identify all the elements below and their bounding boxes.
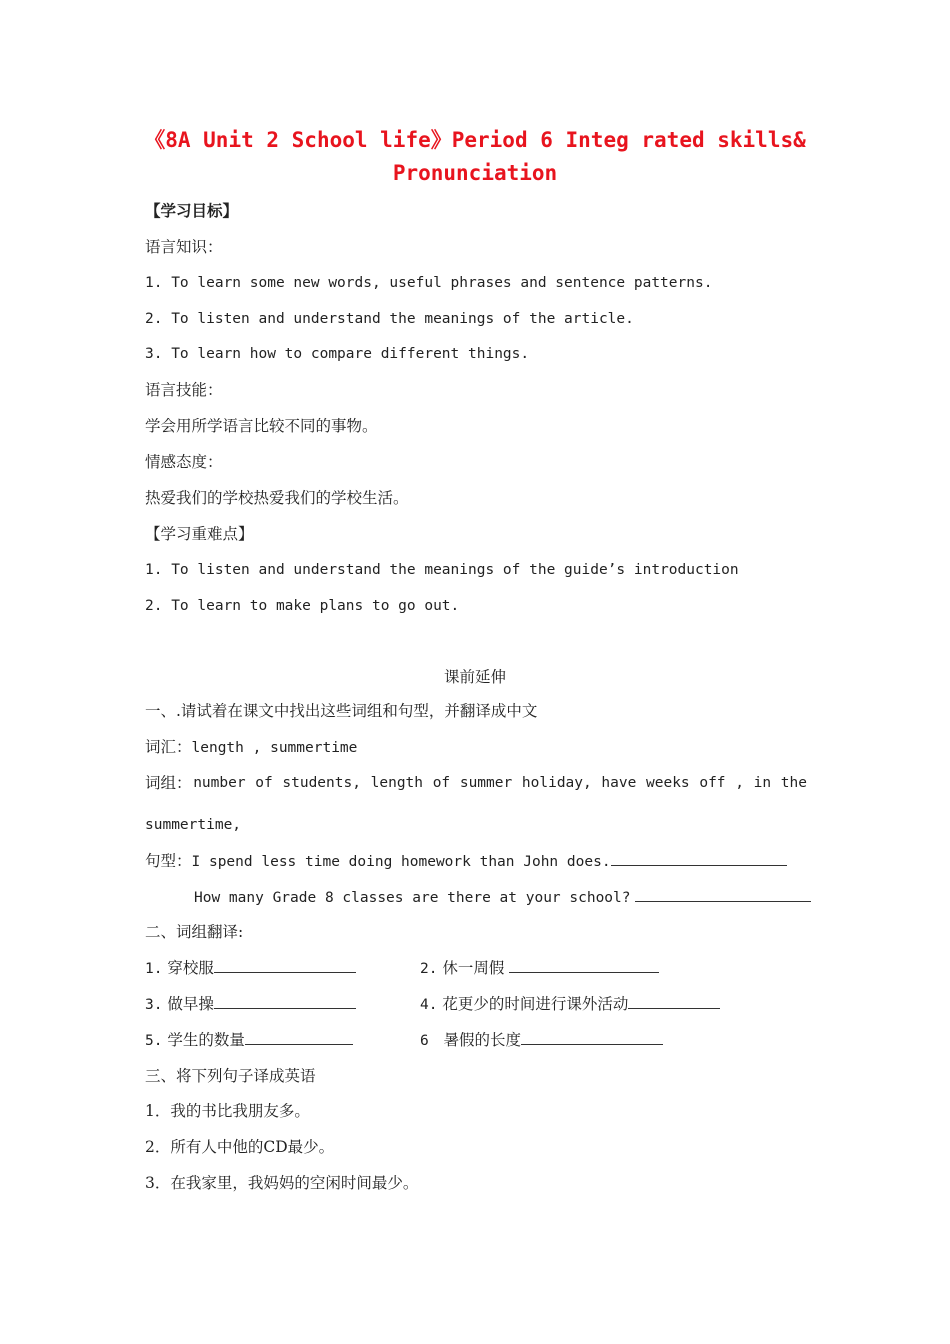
translation-item bbox=[420, 1030, 663, 1051]
phrase-word: , bbox=[735, 775, 744, 791]
answer-blank[interactable] bbox=[214, 994, 356, 1009]
worksheet-title-line2: Pronunciation bbox=[392, 161, 558, 185]
phrase-word: holiday, bbox=[521, 775, 592, 791]
section3-title: 三、将下列句子译成英语 bbox=[145, 1067, 316, 1085]
answer-blank[interactable] bbox=[521, 1030, 663, 1045]
sentence-pattern: How many Grade 8 classes are there at your school? bbox=[194, 890, 631, 906]
worksheet-title-line1: 《8A Unit 2 School life》Period 6 Integ rated skills& bbox=[144, 128, 806, 152]
answer-blank[interactable] bbox=[611, 851, 787, 866]
phrase-word: summer bbox=[459, 775, 513, 791]
phrase-word: number bbox=[193, 775, 246, 791]
sentence-pattern: I spend less time doing homework than John does. bbox=[191, 854, 611, 870]
item-prompt: 暑假的长度 bbox=[443, 1031, 522, 1049]
sentence-line-1 bbox=[145, 851, 787, 872]
knowledge-label: 语言知识： bbox=[145, 238, 223, 256]
skills-label: 语言技能： bbox=[145, 381, 223, 399]
skills-text: 学会用所学语言比较不同的事物。 bbox=[145, 417, 378, 435]
translation-item bbox=[145, 958, 356, 979]
goals-heading: 【学习目标】 bbox=[145, 201, 239, 220]
item-number: 6 bbox=[420, 1033, 429, 1049]
sentence-cn: 1．我的书比我朋友多。 bbox=[145, 1102, 310, 1120]
phrase-word: length bbox=[370, 775, 424, 791]
translation-item bbox=[145, 1030, 353, 1051]
keypoints-heading: 【学习重难点】 bbox=[145, 525, 254, 543]
keypoint-item: 1. To listen and understand the meanings of the guide’s introduction bbox=[145, 562, 739, 578]
translation-item bbox=[420, 958, 659, 979]
item-prompt: 休一周假 bbox=[442, 959, 505, 977]
phrase-word: off bbox=[699, 775, 726, 791]
answer-blank[interactable] bbox=[245, 1030, 353, 1045]
translation-item bbox=[145, 994, 356, 1015]
sentence-line-2 bbox=[194, 887, 811, 908]
phrase-continuation: summertime, bbox=[145, 817, 242, 833]
sentence-cn: 2．所有人中他的CD最少。 bbox=[145, 1138, 335, 1156]
item-number: 3. bbox=[145, 997, 163, 1013]
knowledge-item: 2. To listen and understand the meanings of the article. bbox=[145, 311, 634, 327]
phrase-word: have bbox=[601, 775, 637, 791]
answer-blank[interactable] bbox=[635, 887, 811, 902]
phrase-word: of bbox=[255, 775, 273, 791]
item-prompt: 穿校服 bbox=[167, 959, 214, 977]
answer-blank[interactable] bbox=[628, 994, 720, 1009]
phrase-line bbox=[145, 773, 807, 793]
phrase-label: 词组： bbox=[145, 774, 192, 792]
section1-title: 一、.请试着在课文中找出这些词组和句型，并翻译成中文 bbox=[145, 702, 538, 720]
translation-item bbox=[420, 994, 720, 1015]
item-number: 1. bbox=[145, 961, 163, 977]
knowledge-item: 3. To learn how to compare different things. bbox=[145, 346, 530, 362]
answer-blank[interactable] bbox=[214, 958, 356, 973]
keypoint-item: 2. To learn to make plans to go out. bbox=[145, 598, 460, 614]
vocab-text: length , summertime bbox=[191, 740, 358, 756]
vocab-line bbox=[145, 737, 357, 758]
sentence-label: 句型： bbox=[145, 852, 192, 870]
attitude-text: 热爱我们的学校热爱我们的学校生活。 bbox=[145, 489, 409, 507]
knowledge-item: 1. To learn some new words, useful phrases and sentence patterns. bbox=[145, 275, 713, 291]
vocab-label: 词汇： bbox=[145, 738, 192, 756]
item-prompt: 做早操 bbox=[167, 995, 214, 1013]
phrase-word: in bbox=[753, 775, 772, 791]
phrase-word: of bbox=[432, 775, 451, 791]
phrase-word: the bbox=[780, 775, 807, 791]
answer-blank[interactable] bbox=[509, 958, 659, 973]
phrase-word: weeks bbox=[646, 775, 690, 791]
phrase-word: students, bbox=[282, 775, 361, 791]
item-number: 5. bbox=[145, 1033, 163, 1049]
item-number: 2. bbox=[420, 961, 438, 977]
item-prompt: 学生的数量 bbox=[167, 1031, 245, 1049]
attitude-label: 情感态度： bbox=[145, 453, 223, 471]
sentence-cn: 3．在我家里，我妈妈的空闲时间最少。 bbox=[145, 1174, 419, 1192]
item-number: 4. bbox=[420, 997, 438, 1013]
preview-heading: 课前延伸 bbox=[443, 668, 506, 686]
section2-title: 二、词组翻译: bbox=[145, 923, 244, 941]
item-prompt: 花更少的时间进行课外活动 bbox=[442, 995, 629, 1013]
